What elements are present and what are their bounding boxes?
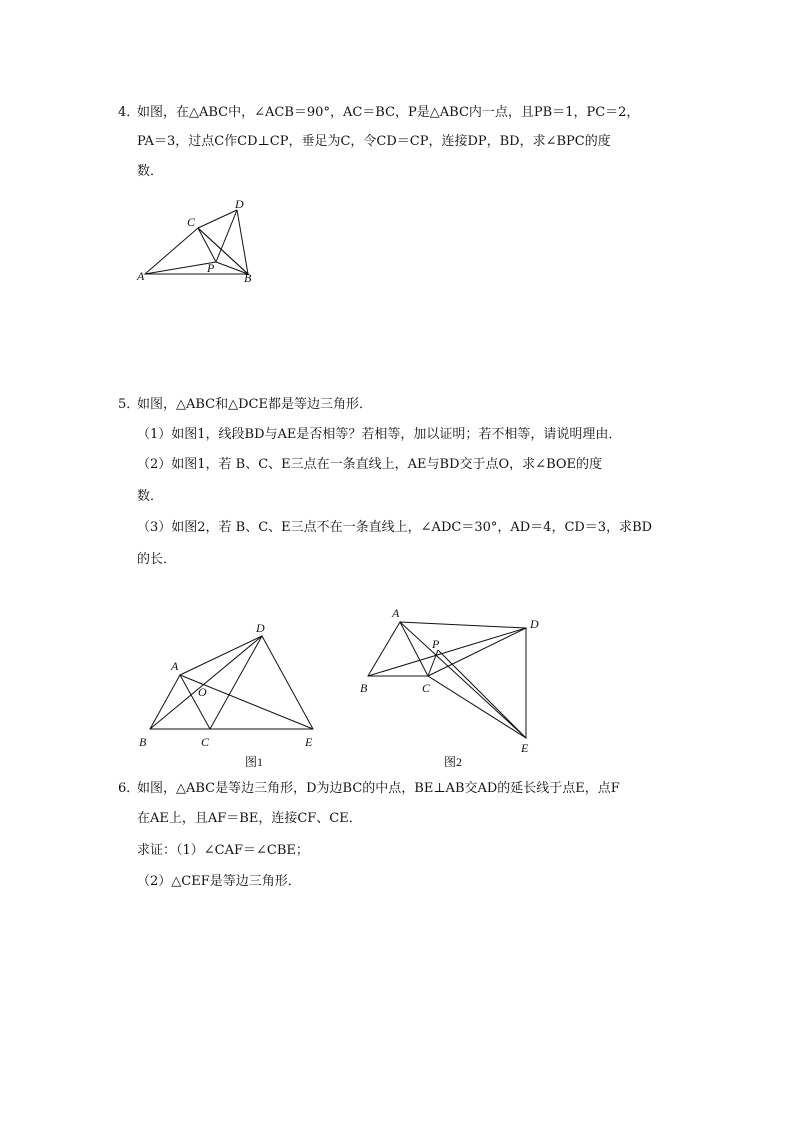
problem-6-line-1: 如图，△ABC是等边三角形，D为边BC的中点，BE⊥AB交AD的延长线于点E，点F [137, 781, 620, 796]
problem-6-number: 6． [118, 781, 140, 796]
problem-4-number: 4． [118, 105, 140, 120]
label-d-fig2: D [530, 617, 539, 631]
label-d: D [235, 197, 244, 211]
label-c: C [187, 215, 196, 229]
label-p-fig2: P [432, 637, 440, 651]
problem-5-line-1: 如图，△ABC和△DCE都是等边三角形． [137, 397, 372, 412]
problem-5-number: 5． [118, 397, 140, 412]
segment-pe-fig2 [438, 650, 526, 738]
triangle-abc-fig2 [368, 622, 428, 676]
label-b-fig2: B [360, 681, 368, 695]
problem-5-line-6: 的长． [137, 552, 177, 567]
problem-5-line-4: 数． [137, 489, 164, 504]
label-a-fig1: A [171, 659, 179, 673]
problem-5-line-3: （2）如图1，若 B、C、E三点在一条直线上，AE与BD交于点O，求∠BOE的度 [137, 457, 603, 472]
label-a: A [137, 269, 145, 283]
label-e-fig1: E [305, 735, 313, 749]
problem-4-line-3: 数． [137, 164, 164, 179]
problem-5-line-5: （3）如图2，若 B、C、E三点不在一条直线上，∠ADC＝30°，AD＝4，CD＝3，求BD [137, 520, 653, 535]
label-p: P [207, 261, 215, 275]
figure-1-caption: 图1 [245, 755, 264, 769]
label-b-fig1: B [139, 735, 147, 749]
segment-ad-fig2 [400, 622, 526, 628]
problem-5-line-2: （1）如图1，线段BD与AE是否相等？若相等，加以证明；若不相等，请说明理由． [137, 427, 622, 442]
problem-6-line-3: 求证：（1）∠CAF＝∠CBE； [137, 843, 309, 858]
label-d-fig1: D [256, 621, 265, 635]
problem-4-line-1: 如图，在△ABC中，∠ACB＝90°，AC＝BC，P是△ABC内一点，且PB＝1，PC＝2， [137, 105, 640, 120]
label-e-fig2: E [521, 741, 529, 755]
label-o-fig1: O [198, 685, 207, 699]
label-a-fig2: A [392, 606, 400, 620]
label-c-fig2: C [422, 681, 431, 695]
problem-6-line-4: （2）△CEF是等边三角形． [137, 874, 301, 889]
problem-4-line-2: PA＝3，过点C作CD⊥CP，垂足为C，令CD＝CP，连接DP，BD，求∠BPC的度 [137, 134, 611, 149]
triangle-dce-fig2 [428, 628, 526, 738]
figure-2-caption: 图2 [444, 755, 463, 769]
problem-6-line-2: 在AE上，且AF＝BE，连接CF、CE． [137, 811, 362, 826]
label-c-fig1: C [201, 735, 210, 749]
segment-ae-fig2 [400, 622, 526, 738]
label-b: B [244, 271, 252, 285]
